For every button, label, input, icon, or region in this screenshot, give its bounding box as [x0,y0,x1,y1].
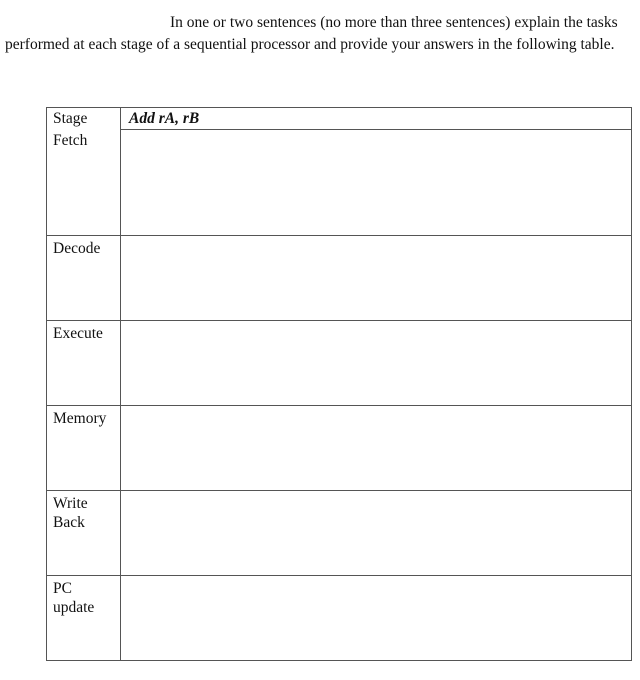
answer-cell-decode[interactable] [121,236,632,321]
table-row-fetch [47,130,632,236]
table-row-execute [47,321,632,406]
table-row-decode [47,236,632,321]
stage-column-header: Stage [47,108,121,130]
stage-label-write-back: Write Back [47,491,121,576]
answer-cell-write-back[interactable] [121,491,632,576]
stage-label-execute: Execute [47,321,121,406]
answer-cell-pc-update[interactable] [121,576,632,661]
table-header-row [47,108,632,130]
instructions-line-1: In one or two sentences (no more than three sentences) explain the tasks [170,14,618,31]
answer-cell-execute[interactable] [121,321,632,406]
stage-answer-table [46,107,632,661]
stage-label-decode: Decode [47,236,121,321]
answer-cell-fetch[interactable] [121,130,632,236]
instructions-line-2: performed at each stage of a sequential processor and provide your answers in the following table. [5,36,615,53]
table-row-memory [47,406,632,491]
table-row-pc-update [47,576,632,661]
stage-label-memory: Memory [47,406,121,491]
answer-cell-memory[interactable] [121,406,632,491]
stage-label-fetch: Fetch [47,130,121,236]
stage-label-pc-update: PC update [47,576,121,661]
table-row-write-back [47,491,632,576]
instruction-column-header: Add rA, rB [121,108,632,130]
